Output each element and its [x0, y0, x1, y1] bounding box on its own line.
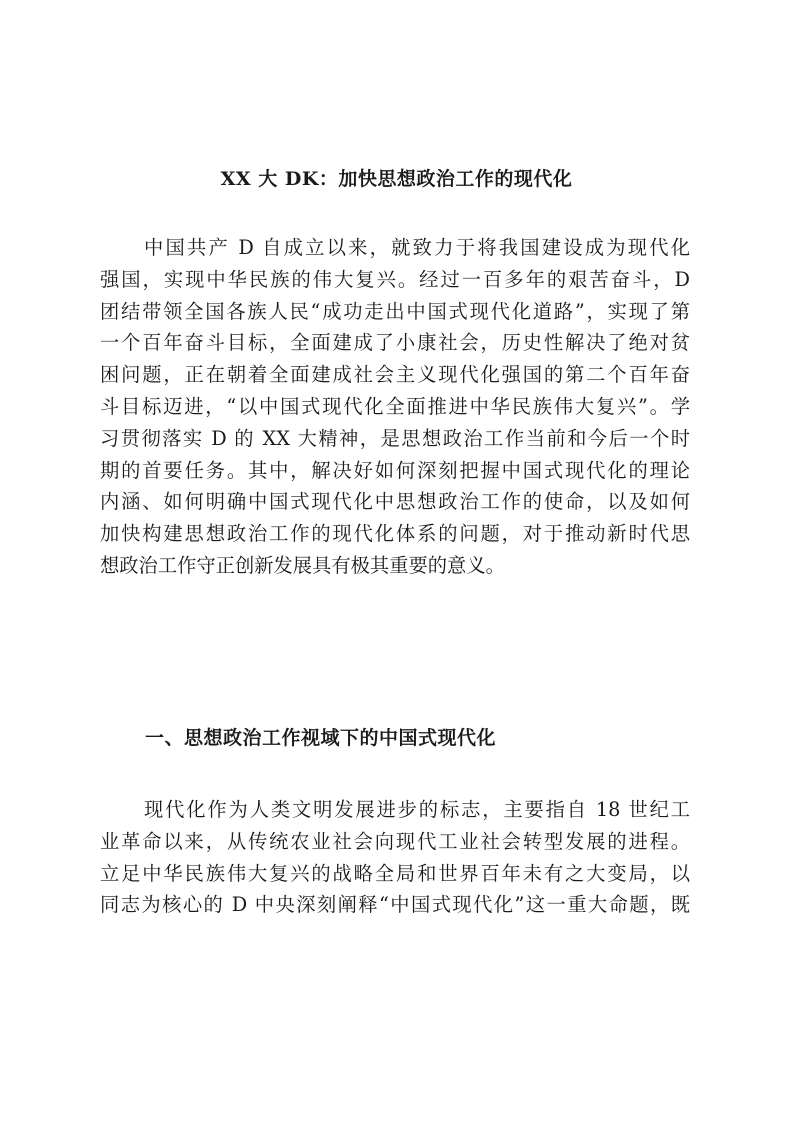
section-heading: 一、思想政治工作视域下的中国式现代化	[145, 727, 497, 749]
paragraph-line: 期的首要任务。其中，解决好如何深刻把握中国式现代化的理论	[100, 458, 690, 482]
paragraph-line: 内涵、如何明确中国式现代化中思想政治工作的使命，以及如何	[100, 490, 690, 514]
paragraph-line: 业革命以来，从传统农业社会向现代工业社会转型发展的进程。	[100, 829, 690, 853]
paragraph-line: 同志为核心的 D 中央深刻阐释“中国式现代化”这一重大命题，既	[100, 893, 690, 917]
paragraph-line: 团结带领全国各族人民“成功走出中国式现代化道路”，实现了第	[100, 299, 690, 323]
paragraph-line: 困问题，正在朝着全面建成社会主义现代化强国的第二个百年奋	[100, 363, 690, 387]
paragraph-section-1	[100, 794, 690, 921]
document-title: XX 大 DK：加快思想政治工作的现代化	[220, 168, 573, 190]
paragraph-line: 中国共产 D 自成立以来，就致力于将我国建设成为现代化	[144, 236, 690, 259]
paragraph-line: 立足中华民族伟大复兴的战略全局和世界百年未有之大变局，以	[100, 861, 690, 885]
paragraph-line: 一个百年奋斗目标，全面建成了小康社会，历史性解决了绝对贫	[100, 331, 690, 355]
paragraph-line: 斗目标迈进，“以中国式现代化全面推进中华民族伟大复兴”。学	[100, 394, 690, 418]
paragraph-line: 想政治工作守正创新发展具有极其重要的意义。	[100, 553, 505, 577]
paragraph-intro	[100, 232, 690, 582]
paragraph-line: 加快构建思想政治工作的现代化体系的问题，对于推动新时代思	[100, 522, 690, 546]
paragraph-line: 习贯彻落实 D 的 XX 大精神，是思想政治工作当前和今后一个时	[100, 426, 690, 450]
paragraph-line: 强国，实现中华民族的伟大复兴。经过一百多年的艰苦奋斗，D	[100, 267, 690, 291]
paragraph-line: 现代化作为人类文明发展进步的标志，主要指自 18 世纪工	[144, 798, 690, 821]
